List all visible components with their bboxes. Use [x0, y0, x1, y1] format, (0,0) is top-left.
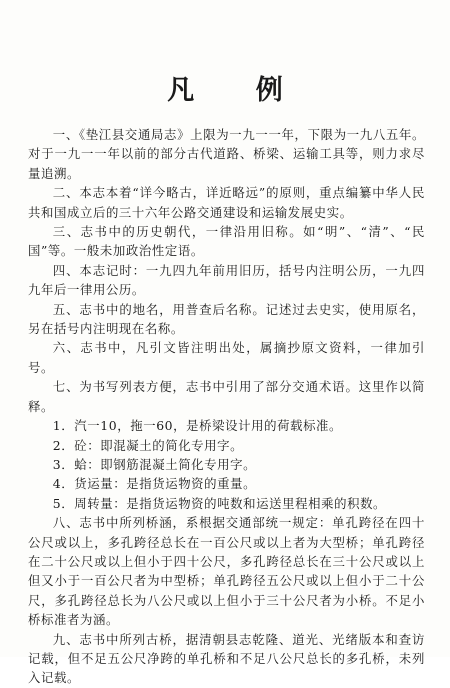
paragraph-5: 五、志书中的地名，用普查后名称。记述过去史实，使用原名，另在括号内注明现在名称。 — [28, 301, 425, 337]
paragraph-4: 四、本志记时：一九四九年前用旧历，括号内注明公历，一九四九年后一律用公历。 — [28, 262, 425, 298]
page-title: 凡 例 — [167, 75, 309, 106]
paragraph-1: 一、《垫江县交通局志》上限为一九一一年，下限为一九八五年。对于一九一一年以前的部分古代道路、桥梁、运输工具等，则力求尽量追溯。 — [28, 127, 425, 181]
paragraph-2: 二、本志本着“详今略古，详近略远”的原则，重点编纂中华人民共和国成立后的三十六年公路交通建设和运输发展史实。 — [28, 185, 425, 220]
term-item-1: 1．汽一10，拖一60，是桥梁设计用的荷载标准。 — [52, 418, 343, 434]
paragraph-8: 八、志书中所列桥涵，系根据交通部统一规定：单孔跨径在四十公尺或以上，多孔跨径总长在一百公尺或以上者为大型桥；单孔跨径在二十公尺或以上但小于四十公尺，多孔跨径总长在三十公尺或以上但又小于一百公尺者为中型桥；单孔跨径五公尺或以上但小于二十公尺，多孔跨径总长为八公尺或以上但小于三十公尺者为小桥。不足小桥标准者为涵。 — [28, 515, 425, 628]
term-item-2: 2．砼：即混凝土的简化专用字。 — [52, 437, 244, 453]
term-item-4: 4．货运量：是指货运物资的重量。 — [52, 476, 257, 492]
body-text — [28, 125, 425, 688]
paragraph-7: 七、为书写列表方便，志书中引用了部分交通术语。这里作以简释。 — [28, 379, 425, 414]
term-item-3: 3．蛤：即钢筋混凝土简化专用字。 — [52, 456, 257, 472]
paragraph-6: 六、志书中，凡引文皆注明出处，属摘抄原文资料，一律加引号。 — [28, 340, 425, 375]
paragraph-3: 三、志书中的历史朝代，一律沿用旧称。如“明”、“清”、“民国”等。一般未加政治性定语。 — [28, 224, 425, 259]
term-item-5: 5．周转量：是指货运物资的吨数和运送里程相乘的积数。 — [52, 495, 387, 511]
paragraph-9: 九、志书中所列古桥，据清朝县志乾隆、道光、光绪版本和查访记载，但不足五公尺净跨的单孔桥和不足八公尺总长的多孔桥，未列入记载。 — [28, 631, 425, 686]
